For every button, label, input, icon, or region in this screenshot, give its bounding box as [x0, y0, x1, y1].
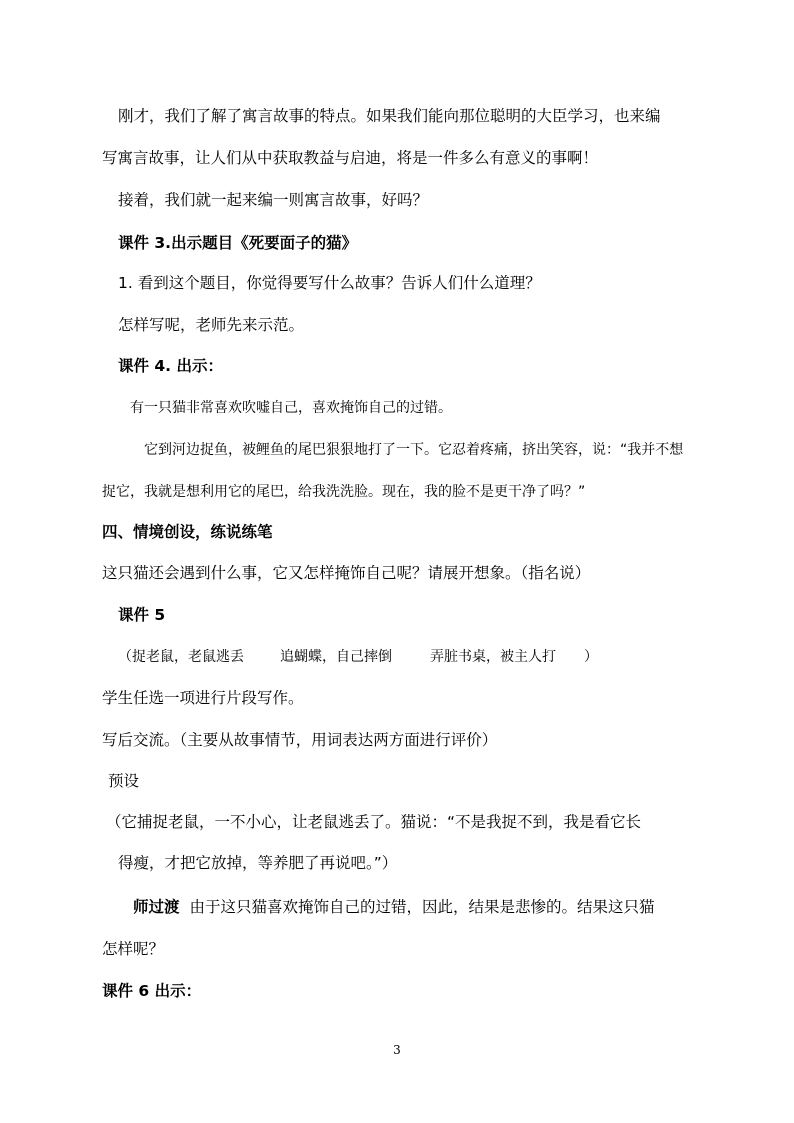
page-number: 3 [393, 1043, 401, 1057]
courseware-heading: 课件 6 出示： [102, 982, 202, 1000]
paragraph-line [133, 897, 655, 917]
option-item: 追蝴蝶，自己摔倒 [280, 649, 392, 665]
courseware-heading: 课件 5 [118, 606, 166, 624]
paragraph-line: 写寓言故事，让人们从中获取教益与启迪，将是一件多么有意义的事啊！ [102, 149, 599, 167]
options-close-paren: ） [584, 649, 598, 665]
courseware-heading: 课件 3.出示题目《死要面子的猫》 [118, 234, 358, 252]
paragraph-line: 这只猫还会遇到什么事，它又怎样掩饰自己呢？请展开想象。（指名说） [102, 564, 591, 582]
paragraph-line: 得瘦，才把它放掉，等养肥了再说吧。”） [118, 854, 398, 872]
story-line: 有一只猫非常喜欢吹嘘自己，喜欢掩饰自己的过错。 [130, 400, 452, 416]
paragraph-line: 写后交流。（主要从故事情节，用词表达两方面进行评价） [102, 731, 498, 749]
section-heading: 四、情境创设，练说练笔 [102, 523, 273, 541]
paragraph-line: （它捕捉老鼠，一不小心，让老鼠逃丢了。猫说：“不是我捉不到，我是看它长 [106, 813, 642, 831]
story-line: 它到河边捉鱼，被鲤鱼的尾巴狠狠地打了一下。它忍着疼痛，挤出笑容，说：“我并不想 [144, 442, 684, 458]
paragraph-line: 接着，我们就一起来编一则寓言故事，好吗？ [118, 191, 429, 209]
paragraph-line: 怎样写呢，老师先来示范。 [118, 316, 305, 334]
paragraph-line: 怎样呢？ [102, 940, 165, 958]
question-item: 1. 看到这个题目，你觉得要写什么故事？告诉人们什么道理？ [118, 274, 541, 292]
option-item: 弄脏书桌，被主人打 [430, 649, 556, 665]
preset-label: 预设 [108, 772, 140, 790]
paragraph-text: 由于这只猫喜欢掩饰自己的过错，因此，结果是悲惨的。结果这只猫 [189, 898, 655, 916]
options-open-paren: （ [118, 649, 132, 665]
story-line: 捉它，我就是想利用它的尾巴，给我洗洗脸。现在，我的脸不是更干净了吗？” [102, 484, 586, 500]
teacher-transition-label: 师过渡 [133, 898, 180, 916]
courseware-heading: 课件 4. 出示： [118, 357, 223, 375]
paragraph-line: 学生任选一项进行片段写作。 [102, 689, 304, 707]
options-row [118, 647, 598, 667]
paragraph-line: 刚才，我们了解了寓言故事的特点。如果我们能向那位聪明的大臣学习，也来编 [118, 107, 661, 125]
option-item: 捉老鼠，老鼠逃丢 [132, 649, 244, 665]
